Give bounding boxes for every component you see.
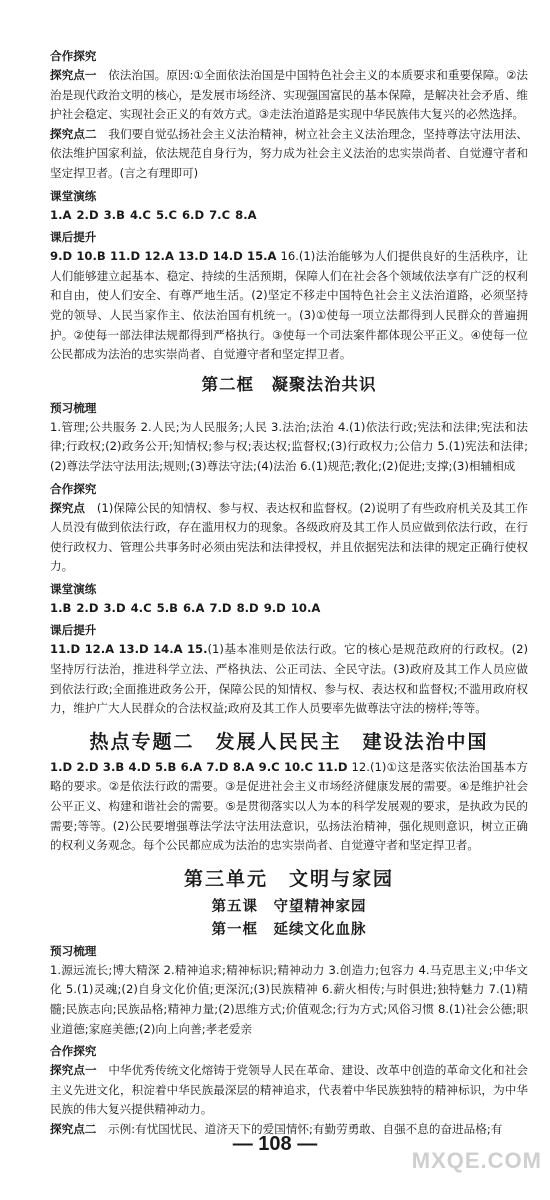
- page-number: — 108 —: [232, 1133, 318, 1155]
- paragraph-preview: 1.源远流长;博大精深 2.精神追求;精神标识;精神动力 3.创造力;包容力 4.马克思主义;中华文化 5.(1)灵魂;(2)自身文化价值;更深沉;(3)民族精神 6.薪火相传;与时俱进;独特魅力 7.(1)精髓;民族志向;民族品格;精神力量;(2)思维方式;价值观念;行为方式;风俗习惯 8.(1)社会公德;职业道德;家庭美德;(2)向上向善;孝老爱亲: [50, 962, 528, 1036]
- paragraph-inquiry-2: 探究点二 示例:有忧国忧民、道济天下的爱国情怀;有勤劳勇敢、自强不息的奋进品格;有: [50, 1121, 503, 1136]
- inquiry-label: 探究点二: [50, 1121, 97, 1136]
- paragraph-inquiry-1: 探究点一 依法治国。原因:①全面依法治国是中国特色社会主义的本质要求和重要保障。②法治是现代政治文明的核心，是发展市场经济、实现强国富民的基本保障，是解决社会矛盾、维护社会稳定、实现社会正义的有效方式。③走法治道路是实现中华民族伟大复兴的必然选择。: [50, 68, 528, 122]
- inquiry-label: 探究点二: [50, 126, 97, 141]
- frame-title: 第一框 延续文化血脉: [211, 921, 367, 938]
- section-heading-preview: 预习梳理: [50, 400, 97, 415]
- section-heading-preview: 预习梳理: [50, 943, 97, 958]
- section-heading-cooperative-inquiry: 合作探究: [50, 481, 97, 496]
- practice-answers: 1.B 2.D 3.D 4.C 5.B 6.A 7.D 8.D 9.D 10.A: [50, 600, 321, 615]
- answer-page: [50, 44, 528, 1140]
- topic-title: 热点专题二 发展人民民主 建设法治中国: [89, 730, 489, 753]
- paragraph-inquiry-2: 探究点二 我们要自觉弘扬社会主义法治精神，树立社会主义法治理念，坚持尊法守法用法、依法维护国家利益，依法规范自身行为，努力成为社会主义法治的忠实崇尚者、自觉遵守者和坚定捍卫者。(言之有理即可): [50, 126, 528, 180]
- choice-answers: 1.D 2.D 3.B 4.D 5.B 6.A 7.D 8.A 9.C 10.C 11.D: [50, 759, 348, 774]
- inquiry-label: 探究点: [50, 500, 86, 515]
- section-heading-class-practice: 课堂演练: [50, 188, 97, 203]
- paragraph-topic-answers: 1.D 2.D 3.B 4.D 5.B 6.A 7.D 8.A 9.C 10.C 11.D 12.(1)①这是落实依法治国基本方略的要求。②是依法行政的需要。③是促进社会主义市场经济健康发展的需要。④是维护社会公平正义、构建和谐社会的需要。⑤是贯彻落实以人为本的科学发展观的要求，是执政为民的需要;等等。(2)公民要增强尊法学法守法用法意识，弘扬法治精神，强化规则意识，树立正确的权利义务观念。每个公民都应成为法治的忠实崇尚者、自觉遵守者和坚定捍卫者。: [50, 759, 528, 853]
- lesson-title: 第五课 守望精神家园: [211, 898, 367, 915]
- section-heading-cooperative-inquiry: 合作探究: [50, 1044, 97, 1059]
- inquiry-label: 探究点一: [50, 68, 97, 82]
- paragraph-inquiry: 探究点 (1)保障公民的知情权、参与权、表达权和监督权。(2)说明了有些政府机关及其工作人员没有做到依法行政，存在滥用权力的现象。各级政府及其工作人员应做到依法行政，在行使行政权力、管理公共事务时必须由宪法和法律授权，并且依据宪法和法律的规定正确行使权力。: [50, 500, 528, 574]
- section-heading-cooperative-inquiry: 合作探究: [50, 49, 97, 63]
- choice-answers: 9.D 10.B 11.D 12.A 13.D 14.D 15.A: [50, 249, 277, 264]
- frame-title-2: 第二框 凝聚法治共识: [201, 374, 377, 394]
- watermark-logo: MXQE.COM: [411, 1148, 542, 1173]
- choice-answers: 11.D 12.A 13.D 14.A 15.: [50, 642, 208, 657]
- inquiry-label: 探究点一: [50, 1063, 97, 1078]
- practice-answers: 1.A 2.D 3.B 4.C 5.C 6.D 7.C 8.A: [50, 207, 257, 222]
- paragraph-preview: 1.管理;公共服务 2.人民;为人民服务;人民 3.法治;法治 4.(1)依法行政;宪法和法律;宪法和法律;行政权;(2)政务公开;知情权;参与权;表达权;监督权;(3)行政权力;公信力 5.(1)宪法和法律;(2)尊法学法守法用法;规则;(3)尊法守法;(4)法治 6.(1)规范;教化;(2)促进;支撑;(3)相辅相成: [50, 419, 528, 473]
- paragraph-after-class: 9.D 10.B 11.D 12.A 13.D 14.D 15.A 16.(1)法治能够为人们提供良好的生活秩序，让人们能够建立起基本、稳定、持续的生活预期，保障人们在社会各个领域依法享有广泛的权利和自由，使人们安全、有尊严地生活。(2)坚定不移走中国特色社会主义法治道路，必须坚持党的领导、人民当家作主、依法治国有机统一。(3)①使每一项立法都得到人民群众的普遍拥护。②使每一部法律法规都得到严格执行。③使每一个司法案件都体现公平正义。④使每一位公民都成为法治的忠实崇尚者、自觉遵守者和坚定捍卫者。: [50, 249, 528, 362]
- section-heading-after-class: 课后提升: [50, 230, 97, 245]
- section-heading-after-class: 课后提升: [50, 623, 97, 638]
- section-heading-class-practice: 课堂演练: [50, 581, 97, 596]
- paragraph-inquiry-1: 探究点一 中华优秀传统文化熔铸于党领导人民在革命、建设、改革中创造的革命文化和社会主义先进文化，积淀着中华民族最深层的精神追求，代表着中华民族独特的精神标识，为中华民族的伟大复兴提供精神动力。: [50, 1063, 528, 1117]
- paragraph-after-class: 11.D 12.A 13.D 14.A 15.(1)基本准则是依法行政。它的核心是规范政府的行政权。(2)坚持厉行法治，推进科学立法、严格执法、公正司法、全民守法。(3)政府及其工作人员应做到依法行政;全面推进政务公开，保障公民的知情权、参与权、表达权和监督权;不滥用政府权力，维护广大人民群众的合法权益;政府及其工作人员要率先做尊法守法的榜样;等等。: [50, 642, 528, 716]
- unit-title: 第三单元 文明与家园: [183, 867, 394, 890]
